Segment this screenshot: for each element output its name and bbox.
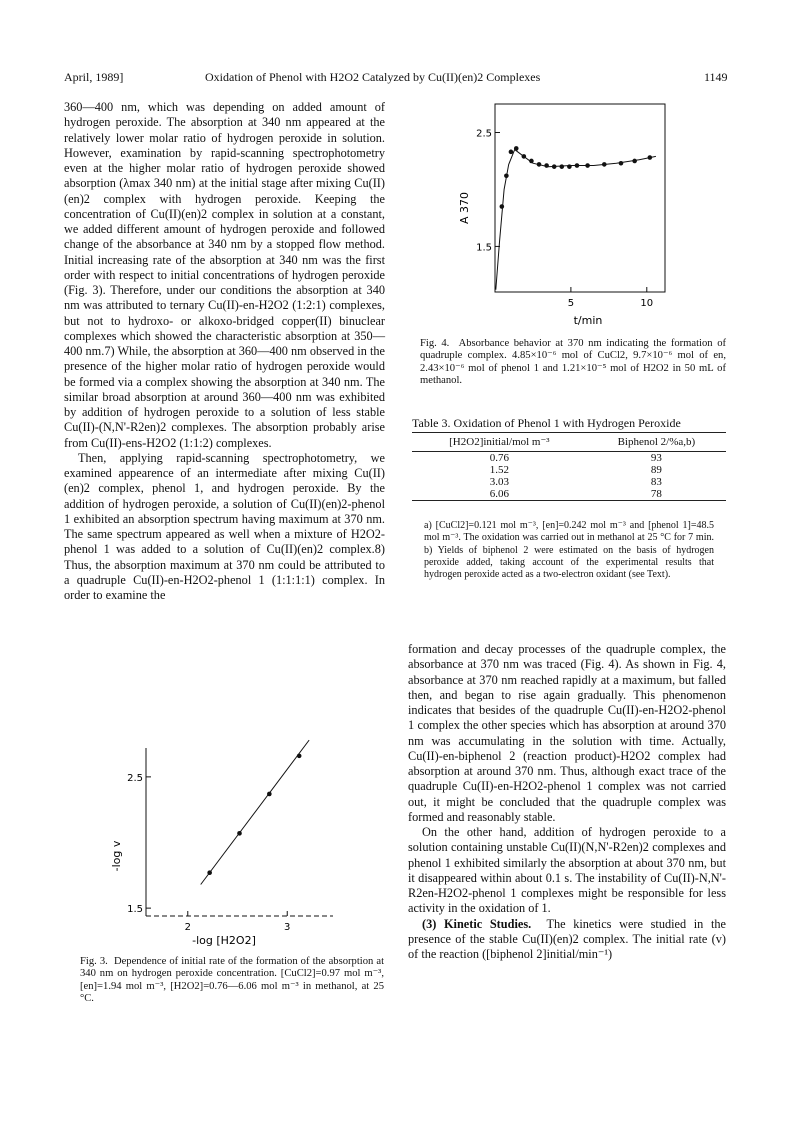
figure-4-caption <box>420 338 726 388</box>
table-row <box>412 464 726 476</box>
data-point <box>552 164 557 169</box>
data-point <box>237 831 242 836</box>
running-header-title: Oxidation of Phenol with H2O2 Catalyzed by Cu(II)(en)2 Complexes <box>205 70 541 84</box>
fig3-caption-text: Dependence of initial rate of the formation of the absorption at 340 nm on hydrogen peroxide concentration. [CuCl2]=0.97 mol m⁻³, [en]=1.94 mol m⁻³, [H2O2]=0.76—6.06 mol m⁻³ in methanol, at 25 °C. <box>80 956 385 1005</box>
data-point <box>504 173 509 178</box>
data-point <box>297 754 302 759</box>
plot-frame <box>495 104 665 292</box>
data-point <box>544 163 549 168</box>
table-header: Biphenol 2/%a,b) <box>617 435 696 448</box>
table-3 <box>412 432 726 501</box>
table-3-footnote <box>424 520 714 581</box>
section-heading: (3) Kinetic Studies. <box>422 916 532 931</box>
table-row <box>412 488 726 500</box>
data-point <box>537 162 542 167</box>
data-point <box>619 161 624 166</box>
fig4-caption-text: Absorbance behavior at 370 nm indicating the formation of quadruple complex. 4.85×10⁻⁶ mol of CuCl2, 9.7×10⁻⁶ mol of en, 2.43×10⁻⁶ mol of phenol 1 and 1.21×10⁻⁵ mol of H2O2 in 50 mL of methanol. <box>420 338 727 387</box>
y-tick-label: 2.5 <box>476 128 492 140</box>
fig4-xlabel: t/min <box>573 314 603 327</box>
paragraph <box>408 917 726 963</box>
table-cell: 1.52 <box>489 464 509 476</box>
figure-4-plot <box>450 96 680 328</box>
data-point <box>585 163 590 168</box>
table-cell: 6.06 <box>489 488 509 500</box>
table-cell: 93 <box>650 452 662 464</box>
data-curve <box>496 150 656 290</box>
data-point <box>207 870 212 875</box>
data-point <box>632 159 637 164</box>
data-point <box>514 146 519 151</box>
data-point <box>529 159 534 164</box>
page-number: 1149 <box>704 70 728 84</box>
table-cell: 89 <box>650 464 662 476</box>
table-cell: 3.03 <box>489 476 509 488</box>
table-header: [H2O2]initial/mol m⁻³ <box>449 436 550 448</box>
paragraph: Then, applying rapid-scanning spectrophotometry, we examined appearence of an intermediate after mixing Cu(II)(en)2 complex, phenol 1, and hydrogen peroxide. By the addition of hydrogen peroxide, a solution of Cu(II)(en)2-phenol 1 exhibited an absorption spectrum having maximum at 370 nm. The same spectrum appeared as well when a mixture of H2O2-phenol 1 was added to a solution of Cu(II)(en)2 complex.8) Thus, the absorption maximum at 370 nm could be attributed to a quadruple Cu(II)-en-H2O2-phenol 1 (1:1:1:1) complex. In order to examine the <box>64 450 385 602</box>
x-tick-label: 5 <box>567 298 575 309</box>
fig3-caption-label: Fig. 3. <box>80 956 108 967</box>
paragraph: formation and decay processes of the quadruple complex, the absorbance at 370 nm was traced (Fig. 4). As shown in Fig. 4, absorbance at 370 nm reached rapidly at a maximum, but falled then, and began to rise again gradually. This phenomenon indicates that besides of the quadruple Cu(II)-en-H2O2-phenol 1 complex the other species which has absorption at around 370 nm was accumulating in the solution with time. Actually, Cu(II)-en-biphenol 2 (reaction product)-H2O2 complex had absorption at around 370 nm. Thus, although exact trace of the quadruple Cu(II)-en-H2O2-phenol 1 complex was not carried out, it might be concluded that the quadruple complex was formed and reasonably stable. <box>408 642 726 824</box>
data-point <box>602 162 607 167</box>
y-tick-label: 1.5 <box>476 242 492 254</box>
figure-3-plot <box>78 738 378 948</box>
fit-line <box>201 740 309 884</box>
table-cell: 0.76 <box>489 452 509 464</box>
running-header-left: April, 1989] <box>64 70 124 84</box>
data-point <box>559 164 564 169</box>
x-tick-label: 10 <box>640 298 654 309</box>
paragraph-text: The kinetics were studied in the presence of the stable Cu(II)(en)2 complex. The initial rate (v) of the reaction ([biphenol 2]initial/min⁻¹) <box>408 916 726 961</box>
table-3-title: Table 3. Oxidation of Phenol 1 with Hydrogen Peroxide <box>412 416 681 430</box>
x-tick-label: 3 <box>284 922 291 933</box>
data-point <box>575 163 580 168</box>
table-3-grid <box>412 435 726 500</box>
data-point <box>509 150 514 155</box>
y-tick-label: 2.5 <box>127 772 143 784</box>
figure-3-caption <box>80 956 384 1006</box>
data-point <box>500 204 505 209</box>
figure-3 <box>78 738 378 948</box>
data-point <box>648 155 653 160</box>
y-tick-label: 1.5 <box>127 904 143 916</box>
figure-4 <box>450 96 680 328</box>
table-cell: 83 <box>650 476 662 488</box>
fig3-xlabel: -log [H2O2] <box>192 934 256 947</box>
data-point <box>267 792 272 797</box>
table-row <box>412 476 726 488</box>
table-footnote-text: a) [CuCl2]=0.121 mol m⁻³, [en]=0.242 mol m⁻³ and [phenol 1]=48.5 mol m⁻³. The oxidation was carried out in methanol at 25 °C for 7 min. b) Yields of biphenol 2 were estimated on the basis of hydrogen peroxide added, taking account of the experimental results that hydrogen peroxide acted as a two-electron oxidant (see Text). <box>424 520 714 581</box>
data-point <box>567 164 572 169</box>
fig4-caption-label: Fig. 4. <box>420 338 450 349</box>
table-cell: 78 <box>650 488 662 500</box>
left-column <box>64 100 385 603</box>
paragraph: 360—400 nm, which was depending on added amount of hydrogen peroxide. The absorption at 340 nm appeared at the relatively lower molar ratio of hydrogen peroxide in solution. However, examination by rapid-scanning spectrophotometry even at the higher molar ratio of hydrogen peroxide showed absorption (λmax 340 nm) at the initial stage after mixing Cu(II)(en)2 complex with hydrogen peroxide. Keeping the concentration of Cu(II)(en)2 complex in solution at a constant, we added different amount of hydrogen peroxide and followed change of the absorbance at 340 nm by a stopped flow method. Initial increasing rate of the absorption at 340 nm was the first order with respect to initial concentrations of hydrogen peroxide (Fig. 3). Therefore, under our conditions the absorption at 340 nm was attributed to ternary Cu(II)-en-H2O2 (1:2:1) complexes, but not to hydroxo- or alkoxo-bridged copper(II) binuclear complexes which showed the characteristic absorption at 350—400 nm.7) While, the absorption at 360—400 nm observed in the presence of the higher molar ratio of hydrogen peroxide would be formed via a complex showing the absorption at 340 nm. The similar broad absorption at around 360—400 nm was exhibited by addition of hydrogen peroxide to a solution of less stable Cu(II)-(N,N'-R2en)2 complexes. The absorption probably arise from Cu(II)-ens-H2O2 (1:1:2) complexes. <box>64 100 385 450</box>
data-point <box>522 154 527 159</box>
paragraph: On the other hand, addition of hydrogen peroxide to a solution containing unstable Cu(II)(N,N'-R2en)2 complexes and phenol 1 exhibited similarly the absorption at about 370 nm, but it disappeared within about 0.1 s. The instability of Cu(II)-N,N'-R2en-H2O2-phenol 1 complexes might be responsible for less activity in the oxidation of 1. <box>408 825 726 916</box>
right-column <box>408 642 726 962</box>
x-tick-label: 2 <box>184 922 191 933</box>
fig3-ylabel: -log v <box>110 840 123 872</box>
fig4-ylabel: A 370 <box>458 191 471 225</box>
table-row <box>412 452 726 465</box>
